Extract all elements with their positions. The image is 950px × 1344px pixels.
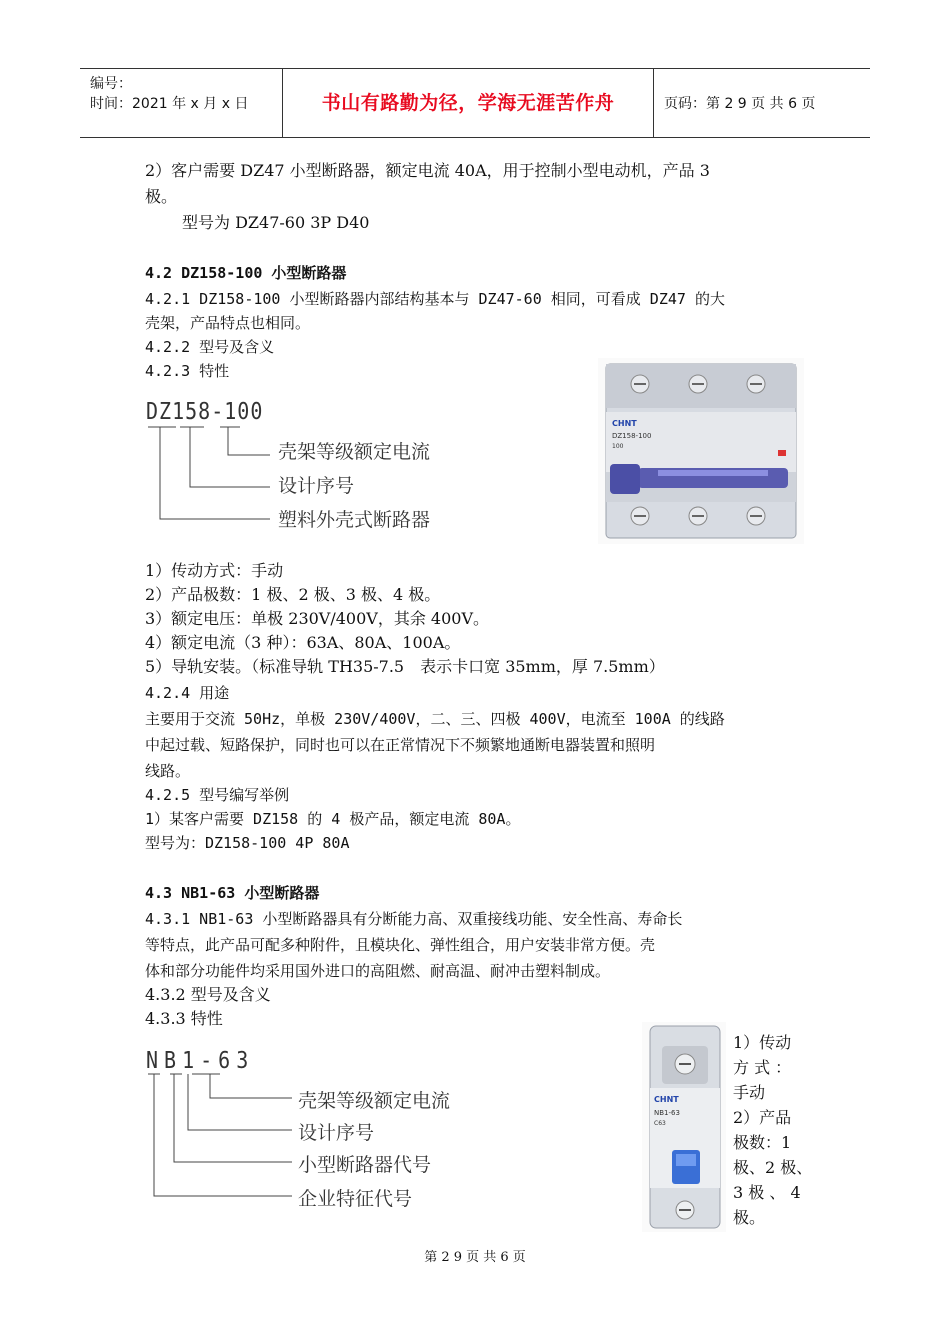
header-motto: 书山有路勤为径，学海无涯苦作舟 [321, 92, 615, 114]
sec42-usage-1: 主要用于交流 50Hz，单极 230V/400V，二、三、四极 400V，电流至 100A 的线路 [145, 710, 725, 728]
dz158-label-type: 塑料外壳式断路器 [278, 509, 431, 531]
sec42-p425: 4.2.5 型号编写举例 [145, 786, 290, 804]
sec42-p421-line2: 壳架，产品特点也相同。 [145, 314, 311, 332]
page-header [80, 68, 870, 138]
sec42-feature-4: 4）额定电流（3 种）：63A、80A、100A。 [145, 633, 461, 652]
nb1-model-code: NB1-63 [146, 1046, 255, 1074]
dz158-model-code: DZ158-100 [146, 397, 264, 425]
dz158-label-frame-current: 壳架等级额定电流 [278, 441, 431, 463]
dz158-brand-mark: CHNT [612, 419, 637, 428]
nb1-rating-mark: C63 [654, 1120, 666, 1127]
nb1-model-diagram [140, 1044, 480, 1214]
nb1-product-image [642, 1022, 726, 1232]
sec43-side-line: 极、2 极、 [733, 1158, 813, 1177]
sec42-usage-2: 中起过载、短路保护，同时也可以在正常情况下不频繁地通断电器装置和照明 [145, 736, 656, 754]
sec43-p431-line1: 4.3.1 NB1-63 小型断路器具有分断能力高、双重接线功能、安全性高、寿命长 [145, 910, 683, 928]
dz158-rating-mark: 100 [612, 443, 624, 450]
sec42-p422: 4.2.2 型号及含义 [145, 338, 275, 356]
sec41-example-line2: 极。 [145, 187, 178, 206]
page-footer: 第 2 9 页 共 6 页 [424, 1250, 526, 1265]
sec43-side-features [733, 1030, 825, 1230]
sec42-example-1: 1）某客户需要 DZ158 的 4 极产品，额定电流 80A。 [145, 810, 521, 828]
sec42-usage-3: 线路。 [145, 762, 191, 780]
sec43-side-line: 手动 [733, 1083, 766, 1102]
nb1-label-mcb-code: 小型断路器代号 [298, 1154, 432, 1176]
sec43-side-line: 3 极 、 4 [733, 1183, 801, 1202]
header-page: 页码：第 2 9 页 共 6 页 [664, 96, 816, 112]
nb1-label-design-no: 设计序号 [298, 1122, 375, 1144]
nb1-label-frame-current: 壳架等级额定电流 [298, 1090, 451, 1112]
sec43-side-line: 极。 [733, 1208, 766, 1227]
sec43-p432: 4.3.2 型号及含义 [145, 985, 271, 1004]
sec42-p421-line1: 4.2.1 DZ158-100 小型断路器内部结构基本与 DZ47-60 相同，可看成 DZ47 的大 [145, 290, 725, 308]
sec43-p431-line3: 体和部分功能件均采用国外进口的高阻燃、耐高温、耐冲击塑料制成。 [145, 962, 611, 980]
sec42-feature-1: 1）传动方式：手动 [145, 561, 284, 580]
header-number: 编号： [90, 76, 132, 92]
sec42-p423: 4.2.3 特性 [145, 362, 230, 380]
header-meta-cell [80, 69, 283, 137]
sec43-side-line: 方 式 ： [733, 1058, 792, 1077]
nb1-label-enterprise-code: 企业特征代号 [298, 1188, 413, 1210]
sec42-heading: 4.2 DZ158-100 小型断路器 [145, 264, 347, 282]
header-page-cell [654, 69, 870, 137]
sec42-feature-3: 3）额定电压：单极 230V/400V，其余 400V。 [145, 609, 490, 628]
dz158-label-design-no: 设计序号 [278, 475, 355, 497]
header-date: 时间：2021 年 x 月 x 日 [90, 96, 249, 112]
sec43-side-line: 极数：1 [733, 1133, 792, 1152]
sec42-p424: 4.2.4 用途 [145, 684, 230, 702]
nb1-model-mark: NB1-63 [654, 1109, 680, 1117]
sec41-example-model: 型号为 DZ47-60 3P D40 [182, 213, 370, 232]
sec41-example-line1: 2）客户需要 DZ47 小型断路器，额定电流 40A，用于控制小型电动机，产品 3 [145, 161, 710, 180]
sec43-heading: 4.3 NB1-63 小型断路器 [145, 884, 320, 902]
header-motto-cell [283, 69, 654, 137]
sec43-p433: 4.3.3 特性 [145, 1009, 223, 1028]
sec42-example-2: 型号为：DZ158-100 4P 80A [145, 834, 350, 852]
sec42-feature-5: 5）导轨安装。（标准导轨 TH35-7.5 表示卡口宽 35mm，厚 7.5mm） [145, 657, 665, 676]
nb1-brand-mark: CHNT [654, 1095, 679, 1104]
dz158-product-image [598, 358, 804, 544]
sec43-side-line: 1）传动 [733, 1033, 792, 1052]
dz158-model-mark: DZ158-100 [612, 432, 652, 440]
dz158-model-diagram [140, 395, 460, 535]
sec43-p431-line2: 等特点，此产品可配多种附件，且模块化、弹性组合，用户安装非常方便。壳 [145, 936, 656, 954]
sec42-feature-2: 2）产品极数：1 极、2 极、3 极、4 极。 [145, 585, 441, 604]
sec43-side-line: 2）产品 [733, 1108, 792, 1127]
